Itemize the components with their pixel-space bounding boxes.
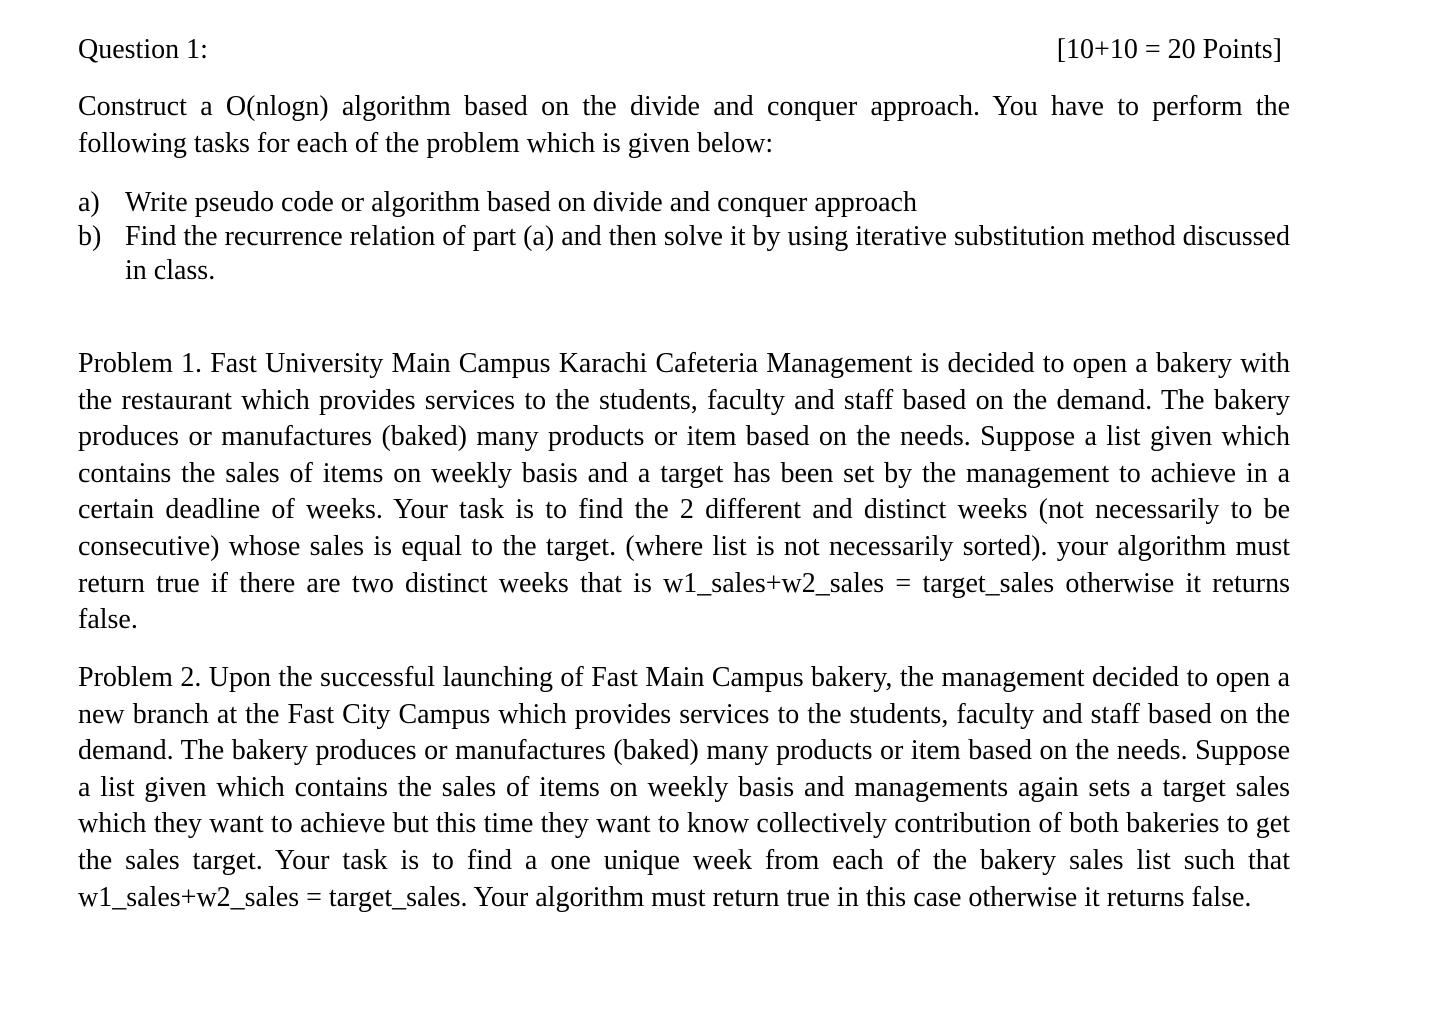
- list-item-text: Write pseudo code or algorithm based on divide and conquer approach: [125, 187, 917, 218]
- question-points: [10+10 = 20 Points]: [1056, 34, 1282, 65]
- intro-paragraph: Construct a O(nlogn) algorithm based on the divide and conquer approach. You have to perform the following tasks for each of the problem which is given below:: [78, 91, 1290, 159]
- list-item-text: Find the recurrence relation of part (a) and then solve it by using iterative substitution method discussed in class.: [125, 221, 1290, 286]
- problem-1-paragraph: Problem 1. Fast University Main Campus Karachi Cafeteria Management is decided to open a bakery with the restaurant which provides services to the students, faculty and staff based on the demand. The bakery produces or manufactures (baked) many products or item based on the needs. Suppose a list given which contains the sales of items on weekly basis and a target has been set by the management to achieve in a certain deadline of weeks. Your task is to find the 2 different and distinct weeks (not necessarily to be consecutive) whose sales is equal to the target. (where list is not necessarily sorted). your algorithm must return true if there are two distinct weeks that is w1_sales+w2_sales = target_sales otherwise it returns false.: [78, 348, 1290, 636]
- list-marker: b): [78, 221, 102, 252]
- list-marker: a): [78, 187, 100, 218]
- problem-2-paragraph: Problem 2. Upon the successful launching of Fast Main Campus bakery, the management decided to open a new branch at the Fast City Campus which provides services to the students, faculty and staff based on the demand. The bakery produces or manufactures (baked) many products or item based on the needs. Suppose a list given which contains the sales of items on weekly basis and managements again sets a target sales which they want to achieve but this time they want to know collectively contribution of both bakeries to get the sales target. Your task is to find a one unique week from each of the bakery sales list such that w1_sales+w2_sales = target_sales. Your algorithm must return true in this case otherwise it returns false.: [78, 662, 1290, 913]
- question-header: [78, 30, 1290, 70]
- list-item: [78, 220, 1290, 288]
- question-title: Question 1:: [78, 34, 208, 65]
- list-item: [78, 186, 1290, 220]
- task-list: [78, 186, 1290, 288]
